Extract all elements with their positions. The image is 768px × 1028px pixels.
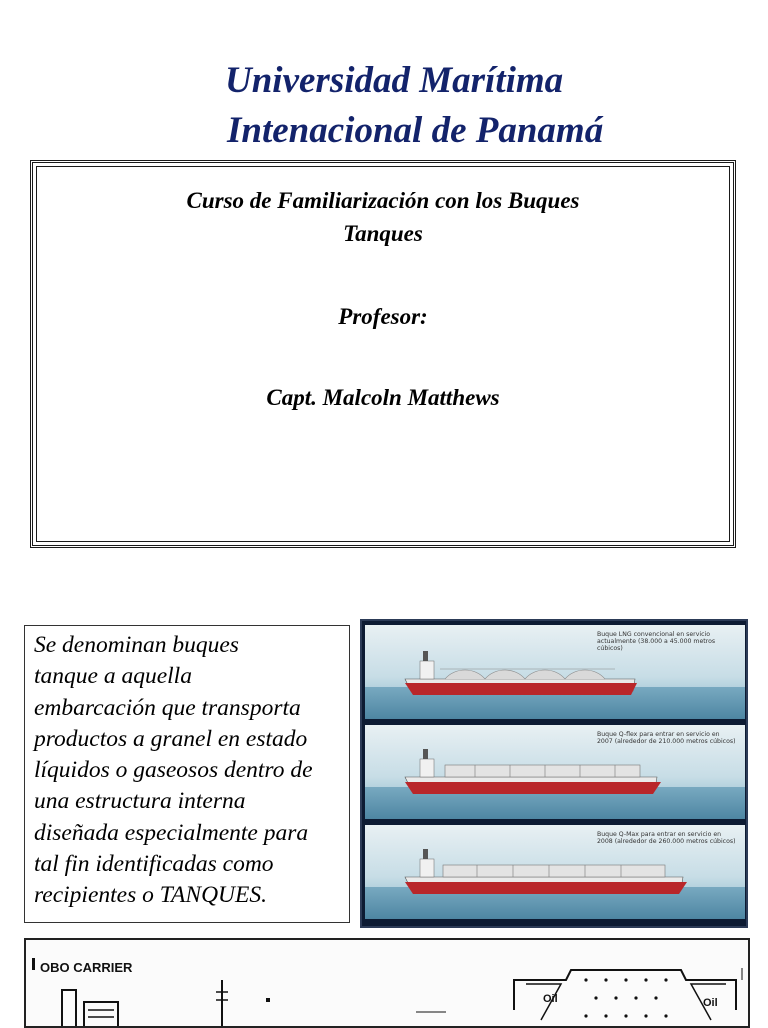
description-line: tanque a aquella [34, 663, 192, 690]
description-line: una estructura interna [34, 788, 246, 815]
university-title [225, 56, 603, 156]
description-line: líquidos o gaseosos dentro de [34, 757, 313, 784]
description-line: Se denominan buques [34, 632, 239, 658]
university-title-line1: Universidad Marítima [225, 60, 564, 101]
description-line: diseñada especialmente para [34, 819, 309, 846]
lng-ships-figure [360, 619, 748, 928]
course-title-line1: Curso de Familiarización con los Buques [186, 188, 580, 213]
ship-panel-qflex [365, 725, 745, 819]
description-line: recipientes o TANQUES. [34, 882, 268, 909]
description-line: tal fin identificadas como [34, 851, 274, 878]
obo-carrier-label: OBO CARRIER [40, 960, 133, 975]
ship-caption-qflex: Buque Q-flex para entrar en servicio en 2007 (alrededor de 210.000 metros cúbicos) [597, 731, 736, 745]
obo-carrier-drawing [26, 940, 748, 1026]
professor-name: Capt. Malcoln Matthews [266, 385, 500, 410]
description-box [24, 625, 350, 923]
professor-label: Profesor: [338, 304, 428, 329]
university-title-line2: Intenacional de Panamá [227, 110, 604, 151]
description-line: embarcación que transporta [34, 694, 301, 721]
course-box [30, 160, 736, 548]
ship-caption-qmax: Buque Q-Max para entrar en servicio en 2008 (alrededor de 260.000 metros cúbicos) [597, 831, 736, 845]
description-line: productos a granel en estado [34, 725, 308, 752]
ship-panel-conventional [365, 625, 745, 719]
oil-label-right: Oil [703, 997, 718, 1009]
oil-label-left: Oil [543, 993, 558, 1005]
course-title-line2: Tanques [343, 221, 423, 246]
obo-carrier-figure [24, 938, 750, 1028]
ship-caption-conventional: Buque LNG convencional en servicio actualmente (38.000 a 45.000 metros cúbicos) [597, 631, 716, 652]
ship-panel-qmax [365, 825, 745, 919]
